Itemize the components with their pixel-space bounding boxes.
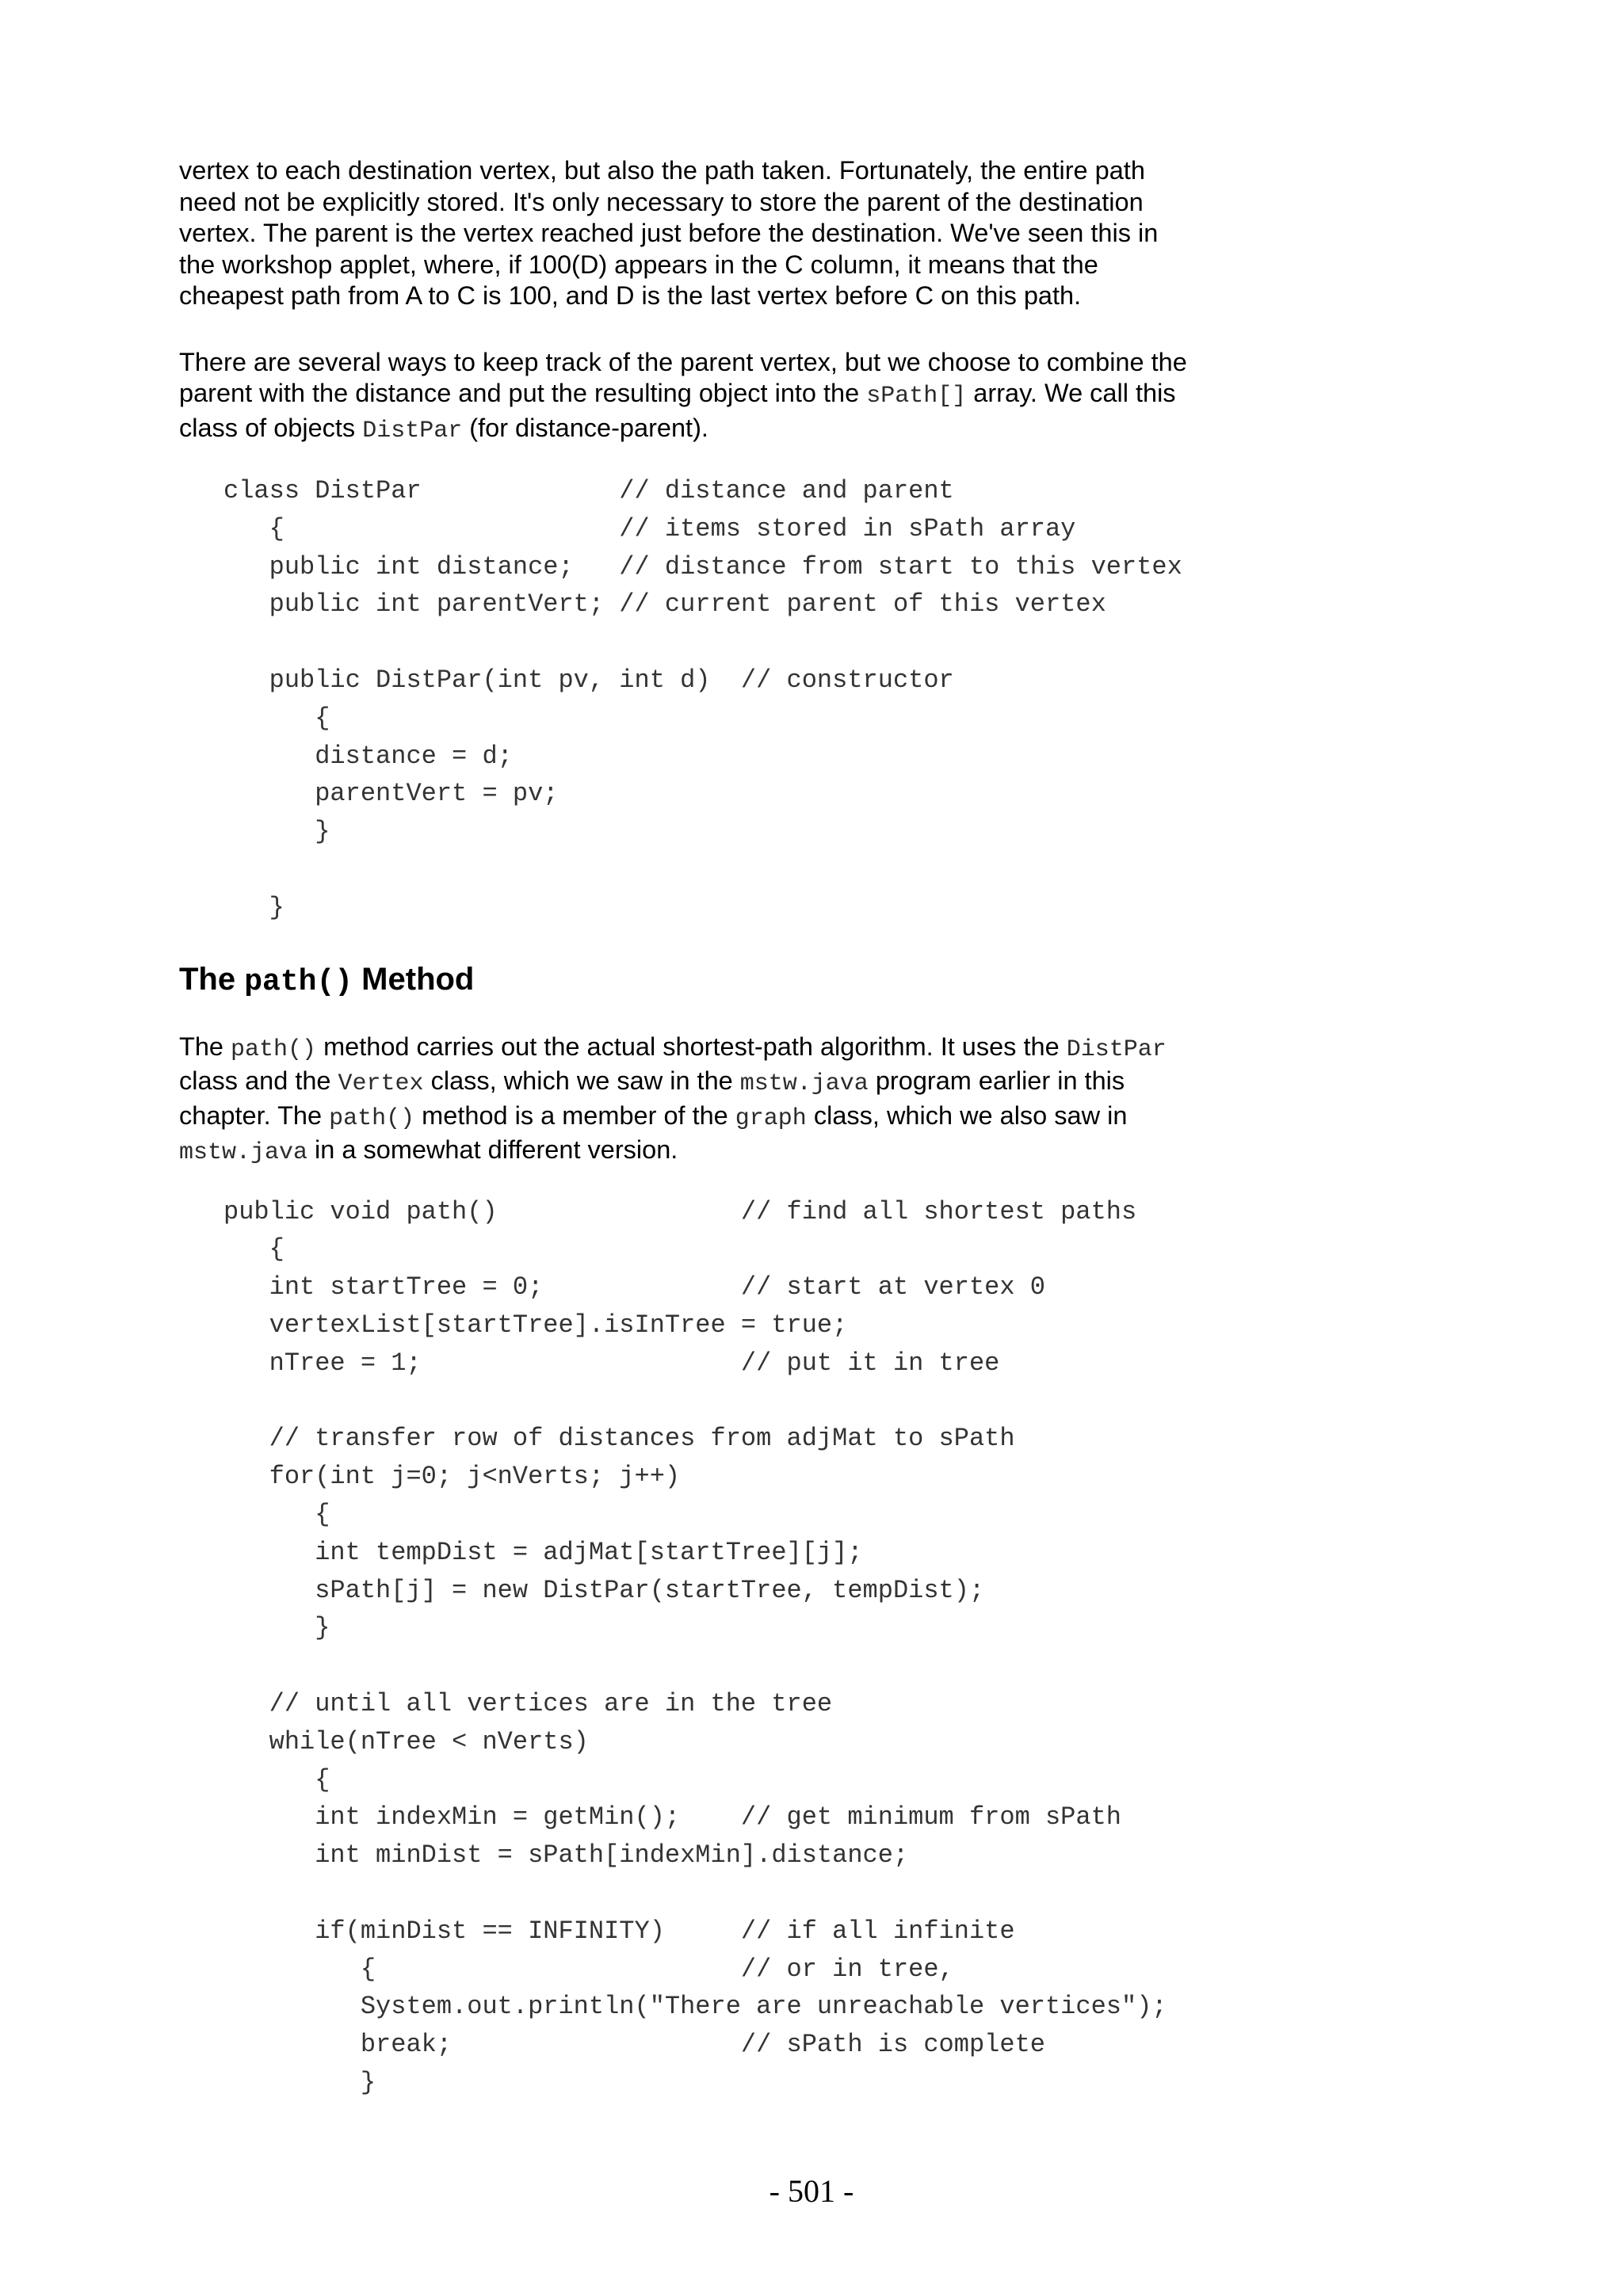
intro-line: cheapest path from A to C is 100, and D is the last vertex before C on this path.: [179, 281, 1082, 310]
intro-line: vertex to each destination vertex, but also the path taken. Fortunately, the entire path: [179, 156, 1145, 185]
text: in a somewhat different version.: [307, 1135, 678, 1165]
path-code-ref: path(): [231, 1035, 317, 1063]
text: method is a member of the: [414, 1100, 735, 1130]
intro-line: vertex. The parent is the vertex reached just before the destination. We've seen this in: [179, 219, 1159, 247]
parent-line-2b: array. We call this: [966, 379, 1176, 407]
parent-line-3a: class of objects: [179, 413, 363, 442]
heading-text-after: Method: [353, 961, 475, 997]
intro-line: the workshop applet, where, if 100(D) appears in the C column, it means that the: [179, 250, 1098, 279]
vertex-code-ref: Vertex: [338, 1070, 424, 1098]
heading-code: path(): [244, 964, 353, 999]
intro-paragraph: [179, 155, 1463, 312]
graph-code-ref: graph: [735, 1104, 807, 1132]
text: chapter. The: [179, 1100, 330, 1130]
page-number: - 501 -: [769, 2173, 854, 2209]
distpar-code-ref: DistPar: [1066, 1035, 1167, 1063]
parent-line-1: There are several ways to keep track of the parent vertex, but we choose to combine the: [179, 347, 1187, 376]
text: class and the: [179, 1066, 338, 1096]
parent-line-2a: parent with the distance and put the resulting object into the: [179, 379, 867, 407]
parent-line-3b: (for distance-parent).: [462, 413, 708, 442]
section-heading: [179, 960, 1463, 1001]
text: class, which we also saw in: [806, 1100, 1128, 1130]
mstw-code-ref: mstw.java: [179, 1139, 308, 1167]
spath-code-ref: sPath[]: [866, 383, 967, 410]
distpar-code-ref: DistPar: [362, 417, 463, 444]
text: program earlier in this: [868, 1066, 1125, 1096]
page-body: [179, 155, 1463, 2102]
text: method carries out the actual shortest-path algorithm. It uses the: [316, 1032, 1067, 1061]
path-paragraph: [179, 1032, 1463, 1169]
path-code-ref: path(): [329, 1104, 415, 1132]
text: The: [179, 1032, 231, 1061]
intro-line: need not be explicitly stored. It's only necessary to store the parent of the destination: [179, 187, 1144, 216]
path-code-listing: public void path() // find all shortest paths { int startTree = 0; // start at vertex 0 vertexList[startTree].isInTree = true; nTree = 1; // put it in tree // transfer row of distances from adjMat to sPath for(int j=0; j<nVerts; j++) { int tempDist = adjMat[startTree][j]; sPath[j] = new DistPar(startTree, tempDist); } // until all vertices are in the tree while(nTree < nVerts) { int indexMin = getMin(); // get minimum from sPath int minDist = sPath[indexMin].distance; if(minDist == INFINITY) // if all infinite { // or in tree, System.out.println("There are unreachable vertices"); break; // sPath is complete }: [223, 1196, 1167, 2097]
distpar-code-listing: class DistPar // distance and parent { // items stored in sPath array public int distance; // distance from start to this vertex public int parentVert; // current parent of this vertex public DistPar(int pv, int d) // constructor { distance = d; parentVert = pv; } }: [223, 476, 1182, 922]
heading-text-before: The: [179, 961, 245, 997]
text: class, which we saw in the: [423, 1066, 740, 1096]
parent-paragraph: [179, 347, 1463, 448]
mstw-code-ref: mstw.java: [739, 1070, 869, 1098]
